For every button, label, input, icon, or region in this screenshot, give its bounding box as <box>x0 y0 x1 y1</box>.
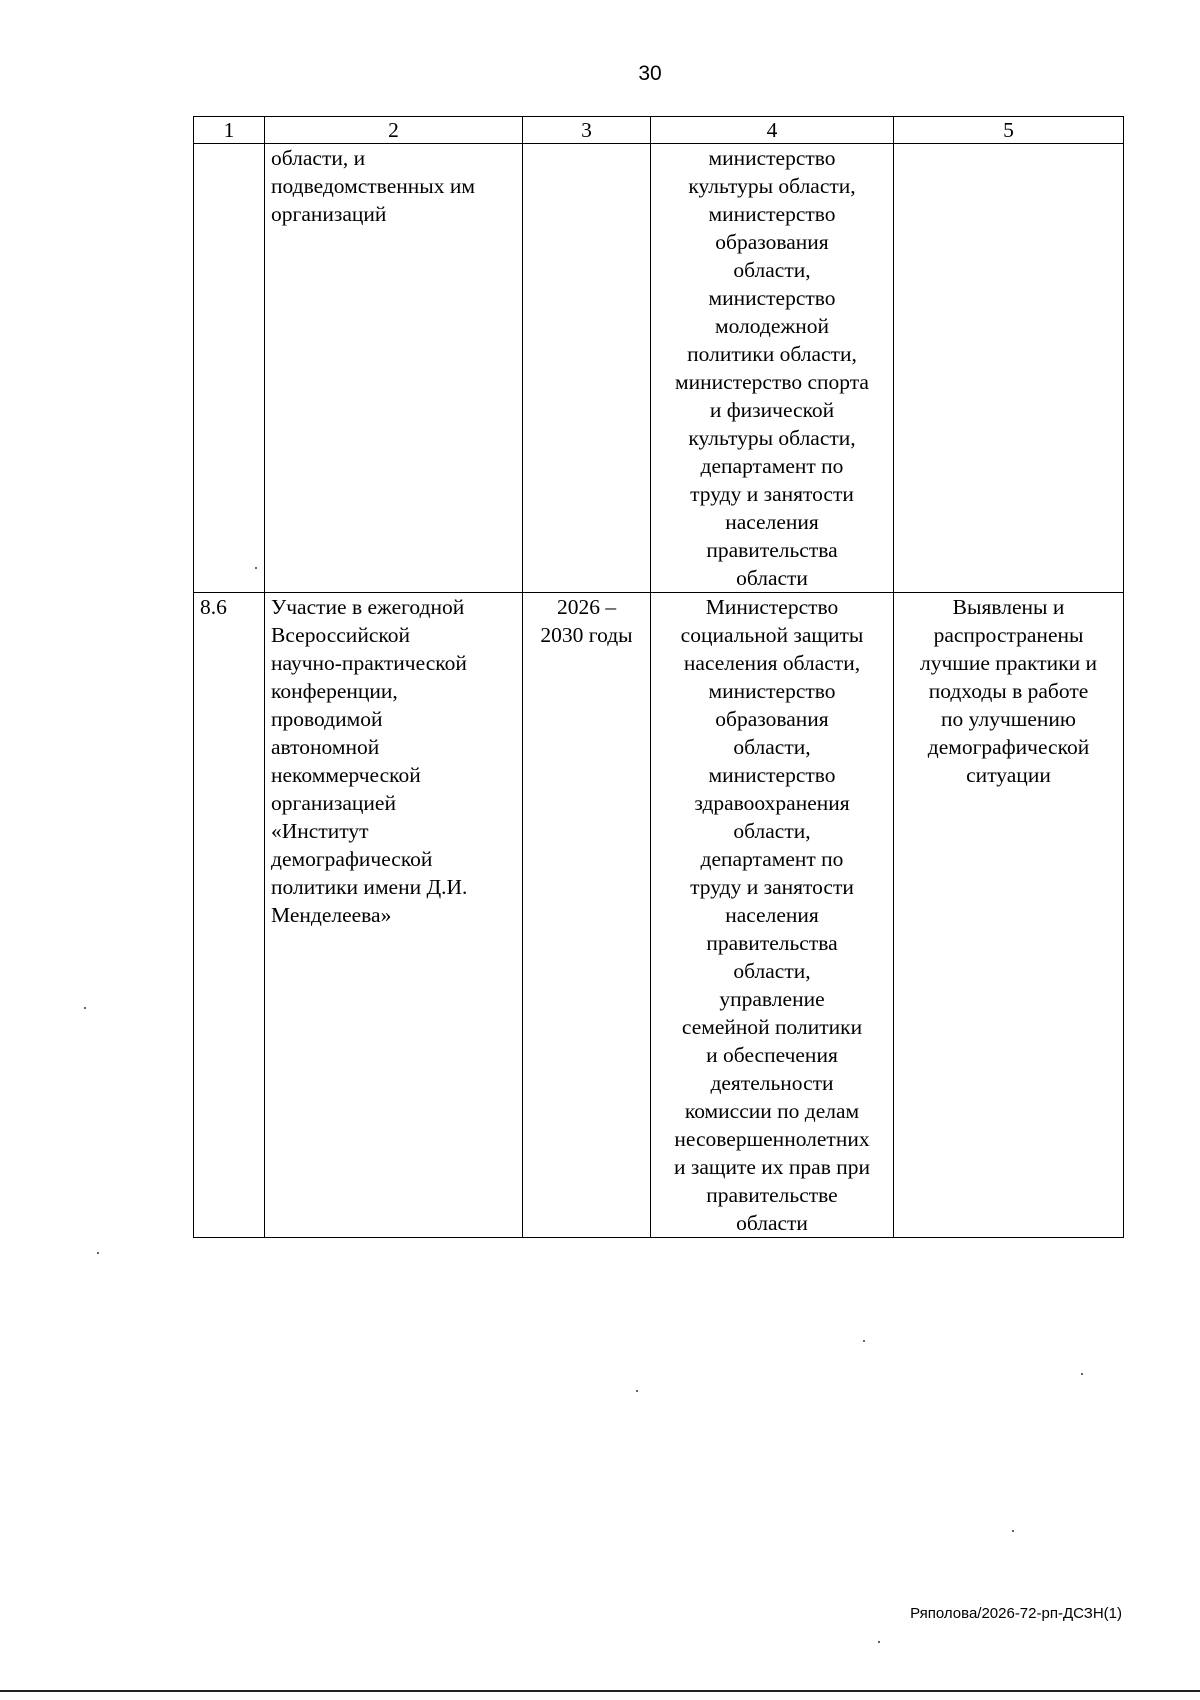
cell-text-line: и физической <box>709 398 835 422</box>
executors-cell <box>651 144 894 593</box>
scan-speck <box>863 1340 865 1342</box>
cell-text-line: организаций <box>271 202 387 226</box>
measure-name-cell <box>265 593 523 1238</box>
cell-text-line: области, <box>733 959 811 983</box>
cell-text-line: населения области, <box>683 651 861 675</box>
cell-text-line: области <box>736 1211 808 1235</box>
page-number: 30 <box>638 62 662 85</box>
cell-text-line: области, и <box>271 146 366 170</box>
cell-text-line: 2030 годы <box>540 623 633 647</box>
cell-text-line: некоммерческой <box>271 763 421 787</box>
measure-name-cell <box>265 144 523 593</box>
cell-text-line: образования <box>715 230 829 254</box>
scan-speck <box>97 1252 99 1254</box>
cell-text-line: распространены <box>933 623 1084 647</box>
cell-text-line: области, <box>733 735 811 759</box>
cell-text-line: «Институт <box>271 819 369 843</box>
cell-text-line: научно-практической <box>271 651 467 675</box>
cell-text-line: и обеспечения <box>706 1043 838 1067</box>
table-row <box>194 144 1124 593</box>
cell-text-line: социальной защиты <box>680 623 864 647</box>
cell-text-line: организацией <box>271 791 396 815</box>
cell-text-line: 2026 – <box>556 595 617 619</box>
cell-text-line: области, <box>733 258 811 282</box>
period-cell <box>523 593 651 1238</box>
scan-speck <box>878 1641 880 1643</box>
cell-text-line: труду и занятости <box>690 875 854 899</box>
cell-text-line: политики имени Д.И. <box>271 875 468 899</box>
result-cell <box>894 144 1124 593</box>
cell-text-line: демографической <box>927 735 1090 759</box>
cell-text-line: министерство <box>708 202 836 226</box>
cell-text-line: министерство спорта <box>675 370 869 394</box>
cell-text-line: населения <box>725 510 819 534</box>
column-header-2: 2 <box>265 117 523 144</box>
column-header-5: 5 <box>894 117 1124 144</box>
scan-speck <box>255 567 257 569</box>
cell-text-line: правительстве <box>706 1183 838 1207</box>
cell-text-line: Выявлены и <box>952 595 1065 619</box>
cell-text-line: области, <box>733 819 811 843</box>
cell-text-line: правительства <box>706 538 838 562</box>
item-number-cell: 8.6 <box>194 593 265 1238</box>
cell-text-line: конференции, <box>271 679 398 703</box>
cell-text-line: деятельности <box>710 1071 834 1095</box>
item-number-cell <box>194 144 265 593</box>
cell-text-line: семейной политики <box>681 1015 863 1039</box>
cell-text-line: населения <box>725 903 819 927</box>
cell-text-line: подведомственных им <box>271 174 475 198</box>
table-row <box>194 593 1124 1238</box>
scan-speck <box>1081 1373 1083 1375</box>
cell-text-line: департамент по <box>700 454 844 478</box>
table-header-row <box>194 117 1124 144</box>
cell-text-line: ситуации <box>966 763 1051 787</box>
executors-cell <box>651 593 894 1238</box>
cell-text-line: молодежной <box>714 314 830 338</box>
cell-text-line: министерство <box>708 679 836 703</box>
cell-text-line: министерство <box>708 286 836 310</box>
scan-speck <box>636 1390 638 1392</box>
cell-text-line: министерство <box>708 146 836 170</box>
cell-text-line: по улучшению <box>941 707 1076 731</box>
cell-text-line: культуры области, <box>688 426 856 450</box>
column-header-1: 1 <box>194 117 265 144</box>
measures-table <box>193 116 1124 1238</box>
cell-text-line: Министерство <box>705 595 839 619</box>
cell-text-line: Участие в ежегодной <box>271 595 465 619</box>
document-registration-code: Ряполова/2026-72-рп-ДСЗН(1) <box>910 1605 1122 1622</box>
cell-text-line: культуры области, <box>688 174 856 198</box>
result-cell <box>894 593 1124 1238</box>
period-cell <box>523 144 651 593</box>
cell-text-line: Менделеева» <box>271 903 392 927</box>
cell-text-line: проводимой <box>271 707 383 731</box>
cell-text-line: здравоохранения <box>694 791 850 815</box>
cell-text-line: образования <box>715 707 829 731</box>
cell-text-line: управление <box>719 987 825 1011</box>
bottom-scan-edge <box>0 1690 1200 1692</box>
cell-text-line: департамент по <box>700 847 844 871</box>
cell-text-line: подходы в работе <box>928 679 1089 703</box>
cell-text-line: области <box>736 566 808 590</box>
cell-text-line: автономной <box>271 735 380 759</box>
cell-text-line: Всероссийской <box>271 623 410 647</box>
cell-text-line: лучшие практики и <box>920 651 1097 675</box>
column-header-4: 4 <box>651 117 894 144</box>
cell-text-line: демографической <box>271 847 433 871</box>
scan-speck <box>84 1007 86 1009</box>
scan-speck <box>1012 1530 1014 1532</box>
cell-text-line: министерство <box>708 763 836 787</box>
cell-text-line: и защите их прав при <box>673 1155 870 1179</box>
column-header-3: 3 <box>523 117 651 144</box>
cell-text-line: труду и занятости <box>690 482 854 506</box>
cell-text-line: правительства <box>706 931 838 955</box>
cell-text-line: несовершеннолетних <box>674 1127 870 1151</box>
cell-text-line: политики области, <box>687 342 857 366</box>
cell-text-line: комиссии по делам <box>684 1099 860 1123</box>
